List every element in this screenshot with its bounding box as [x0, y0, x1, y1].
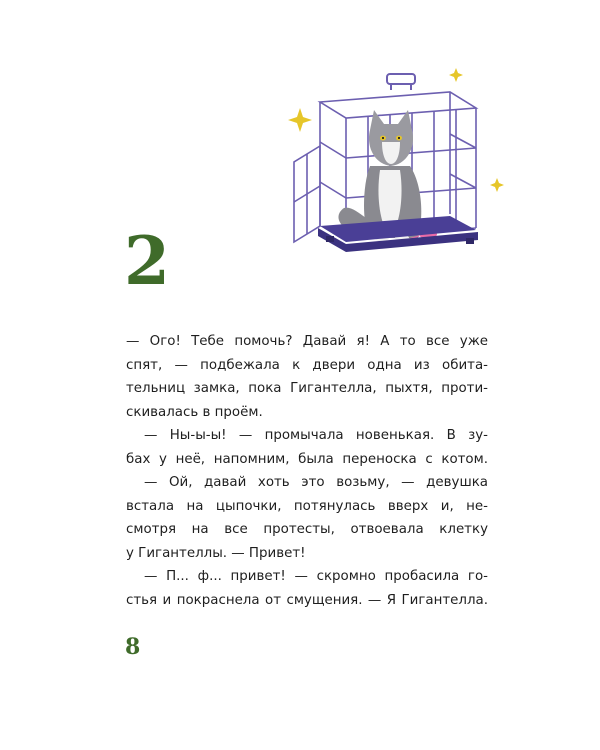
text-line: скивалась в проём. — [126, 404, 263, 420]
text-line: — П... ф... привет! — скромно пробасила го- — [144, 569, 488, 584]
text-line: — Ого! Тебе помочь? Давай я! А то все уже — [126, 334, 488, 349]
page-number-text: 8 — [125, 634, 141, 660]
cage-door — [294, 146, 320, 242]
text-line: — Ой, давай хоть это возьму, — девушка — [144, 475, 488, 490]
cage-handle — [387, 74, 415, 90]
chapter-number-text: 2 — [124, 226, 170, 296]
text-line: бах у неё, напомним, была переноска с котом. — [126, 451, 488, 467]
sparkle-icon — [449, 68, 463, 82]
text-line: — Ны-ы-ы! — промычала новенькая. В зу- — [144, 428, 488, 443]
chapter-number — [122, 226, 170, 296]
story-text — [126, 330, 488, 612]
sparkle-icon — [490, 178, 504, 192]
text-line: у Гигантеллы. — Привет! — [126, 545, 306, 561]
text-line: смотря на все протесты, отвоевала клетку — [126, 522, 488, 537]
sparkle-icon — [288, 108, 312, 132]
page-number — [124, 632, 144, 660]
text-line: встала на цыпочки, потянулась вверх и, не- — [126, 498, 488, 514]
text-line: стья и покраснела от смущения. — Я Гигантелла. — [126, 592, 488, 608]
text-line: спят, — подбежала к двери одна из обита- — [126, 357, 488, 373]
text-line: тельниц замка, пока Гигантелла, пыхтя, проти- — [126, 381, 488, 396]
cat-in-cage-illustration — [270, 66, 510, 266]
